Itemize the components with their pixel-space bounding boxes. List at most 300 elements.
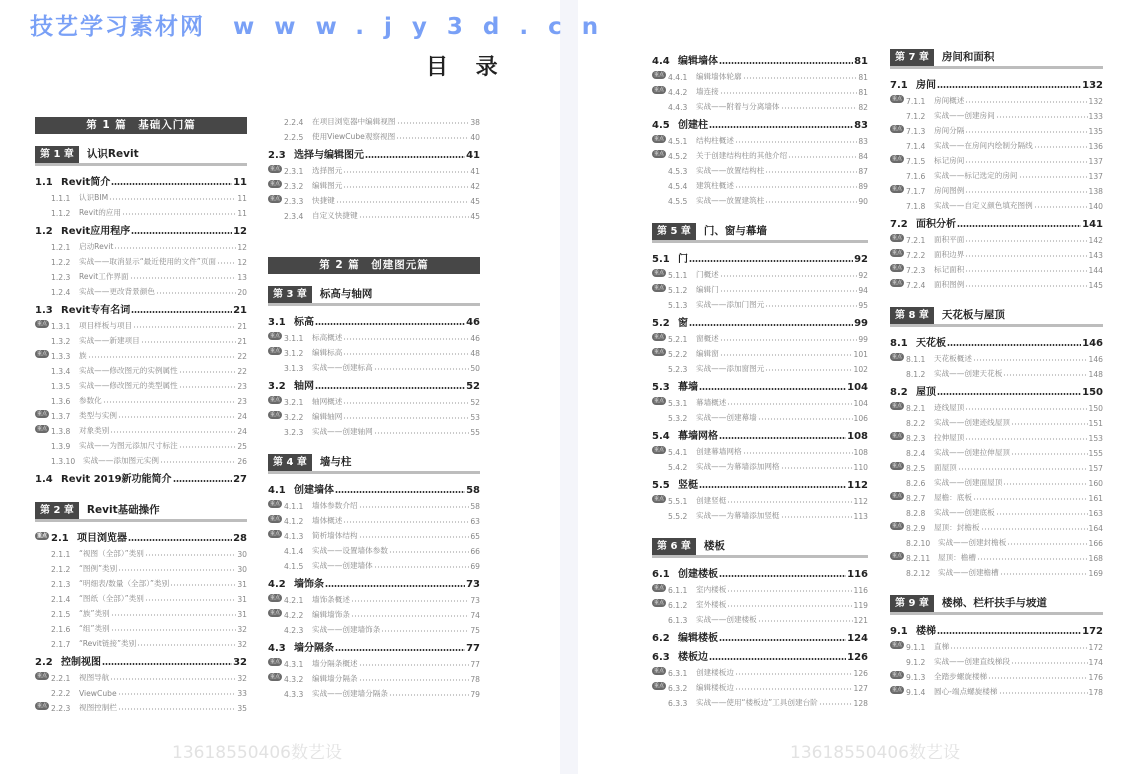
- dot-leader: [988, 677, 1087, 679]
- entry-title: 简析墙体结构: [312, 531, 358, 540]
- entry-number: 3.1: [268, 317, 286, 328]
- dot-leader: [343, 521, 469, 523]
- entry-number: 5.2: [652, 318, 670, 329]
- toc-subsection-entry[interactable]: [652, 131, 868, 146]
- dot-leader: [973, 359, 1088, 361]
- chapter-header[interactable]: [268, 285, 480, 306]
- entry-number: 7.1.6: [906, 172, 926, 181]
- dot-leader: [396, 137, 469, 139]
- entry-title: 墙体参数介绍: [312, 501, 358, 510]
- toc-subsection-entry[interactable]: [268, 407, 480, 422]
- page-number: 113: [853, 512, 868, 521]
- toc-subsection-entry[interactable]: [268, 590, 480, 605]
- dot-leader: [1011, 423, 1088, 425]
- entry-title: 实战——取消显示“最近使用的文件”页面: [79, 257, 216, 266]
- key-point-badge: 重点: [891, 280, 902, 286]
- entry-title: 实战——更改背景颜色: [79, 287, 155, 296]
- dot-leader: [937, 86, 1081, 88]
- toc-subsection-entry[interactable]: [268, 422, 480, 437]
- dot-leader: [999, 692, 1088, 694]
- entry-title: 面积平面: [934, 235, 965, 244]
- toc-subsection-entry[interactable]: [652, 408, 868, 423]
- toc-subsection-entry[interactable]: [652, 442, 868, 457]
- entry-number: 9.1.1: [906, 643, 926, 652]
- toc-section-entry[interactable]: [890, 211, 1103, 230]
- key-point-badge: 重点: [269, 516, 280, 522]
- page-number: 12: [237, 243, 247, 252]
- dot-leader: [765, 201, 857, 203]
- toc-subsection-entry[interactable]: [890, 637, 1103, 652]
- toc-subsection-entry[interactable]: [652, 146, 868, 161]
- toc-section-entry[interactable]: [652, 561, 868, 580]
- toc-subsection-entry[interactable]: [268, 605, 480, 620]
- page-number: 84: [858, 152, 868, 161]
- toc-subsection-entry[interactable]: [890, 136, 1103, 151]
- dot-leader: [996, 513, 1088, 515]
- entry-title: 幕墙概述: [696, 398, 727, 407]
- toc-subsection-entry[interactable]: [35, 252, 247, 267]
- toc-subsection-entry[interactable]: [35, 282, 247, 297]
- toc-subsection-entry[interactable]: [890, 473, 1103, 488]
- toc-subsection-entry[interactable]: [268, 541, 480, 556]
- page-number: 99: [858, 335, 868, 344]
- page-number: 157: [1088, 464, 1103, 473]
- entry-number: 7.1.5: [906, 157, 926, 166]
- chapter-header[interactable]: [35, 501, 247, 522]
- toc-subsection-entry[interactable]: [890, 106, 1103, 121]
- toc-subsection-entry[interactable]: [268, 496, 480, 511]
- toc-subsection-entry[interactable]: [35, 346, 247, 361]
- page-number: 136: [1088, 142, 1103, 151]
- dot-leader: [359, 216, 470, 218]
- entry-number: 2.1.1: [51, 550, 71, 559]
- toc-subsection-entry[interactable]: [890, 533, 1103, 548]
- toc-subsection-entry[interactable]: [35, 203, 247, 218]
- toc-subsection-entry[interactable]: [890, 121, 1103, 136]
- entry-number: 6.3: [652, 652, 670, 663]
- toc-subsection-entry[interactable]: [890, 428, 1103, 443]
- toc-subsection-entry[interactable]: [890, 364, 1103, 379]
- dot-leader: [819, 703, 853, 705]
- dot-leader: [965, 285, 1087, 287]
- toc-subsection-entry[interactable]: [268, 526, 480, 541]
- chapter-title: 楼板: [703, 540, 725, 552]
- entry-title: Revit应用程序: [61, 226, 131, 237]
- toc-subsection-entry[interactable]: [268, 328, 480, 343]
- entry-number: 3.2.2: [284, 413, 304, 422]
- toc-subsection-entry[interactable]: [652, 82, 868, 97]
- toc-subsection-entry[interactable]: [652, 176, 868, 191]
- entry-title: 实战——创建房间: [934, 111, 995, 120]
- toc-subsection-entry[interactable]: [268, 392, 480, 407]
- entry-number: 1.4: [35, 474, 53, 485]
- entry-number: 1.3.5: [51, 382, 71, 391]
- toc-subsection-entry[interactable]: [890, 151, 1103, 166]
- toc-subsection-entry[interactable]: [35, 619, 247, 634]
- dot-leader: [397, 122, 470, 124]
- entry-number: 5.1.2: [668, 286, 688, 295]
- toc-subsection-entry[interactable]: [652, 663, 868, 678]
- toc-section-entry[interactable]: [268, 477, 480, 496]
- chapter-header[interactable]: [890, 594, 1103, 615]
- entry-title: 标高: [294, 317, 314, 328]
- chapter-header[interactable]: [35, 145, 247, 166]
- entry-number: 8.2.3: [906, 434, 926, 443]
- toc-subsection-entry[interactable]: [35, 668, 247, 683]
- toc-section-entry[interactable]: [890, 330, 1103, 349]
- page-number: 104: [853, 399, 868, 408]
- dot-leader: [170, 584, 236, 586]
- chapter-header[interactable]: [652, 222, 868, 243]
- entry-title: 实战——创建封檐板: [938, 538, 1007, 547]
- toc-section-entry[interactable]: [35, 525, 247, 544]
- toc-subsection-entry[interactable]: [652, 457, 868, 472]
- page-number: 155: [1088, 449, 1103, 458]
- entry-number: 8.1.1: [906, 355, 926, 364]
- toc-subsection-entry[interactable]: [652, 393, 868, 408]
- dot-leader: [351, 615, 469, 617]
- entry-title: 圆心-端点螺旋楼梯: [934, 687, 998, 696]
- chapter-header[interactable]: [652, 537, 868, 558]
- dot-leader: [981, 528, 1088, 530]
- toc-subsection-entry[interactable]: [890, 91, 1103, 106]
- page-number: 112: [847, 480, 868, 491]
- entry-title: 自定义快捷键: [312, 211, 358, 220]
- toc-subsection-entry[interactable]: [268, 343, 480, 358]
- entry-title: 实战——放置建筑柱: [696, 196, 765, 205]
- toc-section-entry[interactable]: [652, 644, 868, 663]
- page-number: 145: [1088, 281, 1103, 290]
- toc-subsection-entry[interactable]: [652, 295, 868, 310]
- entry-number: 4.3.3: [284, 690, 304, 699]
- toc-subsection-entry[interactable]: [35, 391, 247, 406]
- toc-subsection-entry[interactable]: [890, 518, 1103, 533]
- entry-number: 8.2.8: [906, 509, 926, 518]
- entry-title: 面积分析: [916, 219, 956, 230]
- page-number: 46: [466, 317, 480, 328]
- dot-leader: [111, 183, 232, 185]
- toc-section-entry[interactable]: [652, 472, 868, 491]
- toc-subsection-entry[interactable]: [35, 361, 247, 376]
- toc-subsection-entry[interactable]: [652, 329, 868, 344]
- chapter-header[interactable]: [890, 48, 1103, 69]
- dot-leader: [217, 262, 236, 264]
- entry-number: 4.5.5: [668, 197, 688, 206]
- toc-section-entry[interactable]: [890, 379, 1103, 398]
- toc-subsection-entry[interactable]: [652, 491, 868, 506]
- toc-subsection-entry[interactable]: [35, 698, 247, 713]
- dot-leader: [965, 438, 1087, 440]
- toc-section-entry[interactable]: [652, 112, 868, 131]
- entry-title: 实战——创建楼板: [696, 615, 757, 624]
- toc-subsection-entry[interactable]: [35, 634, 247, 649]
- entry-number: 8.2.12: [906, 569, 931, 578]
- dot-leader: [343, 417, 469, 419]
- entry-number: 3.2: [268, 381, 286, 392]
- toc-section-entry[interactable]: [35, 218, 247, 237]
- toc-section-entry[interactable]: [652, 310, 868, 329]
- toc-subsection-entry[interactable]: [890, 443, 1103, 458]
- page-number: 169: [1088, 569, 1103, 578]
- toc-subsection-entry[interactable]: [652, 580, 868, 595]
- toc-subsection-entry[interactable]: [268, 620, 480, 635]
- entry-number: 8.2.2: [906, 419, 926, 428]
- toc-subsection-entry[interactable]: [35, 331, 247, 346]
- dot-leader: [781, 107, 858, 109]
- entry-number: 6.1.2: [668, 601, 688, 610]
- toc-section-entry[interactable]: [268, 142, 480, 161]
- dot-leader: [343, 338, 469, 340]
- entry-title: 墙饰条概述: [312, 595, 350, 604]
- toc-subsection-entry[interactable]: [268, 206, 480, 221]
- entry-title: 编辑窗: [696, 349, 719, 358]
- entry-title: 实战——创建墙分隔条: [312, 689, 388, 698]
- toc-subsection-entry[interactable]: [652, 678, 868, 693]
- entry-title: 直梯: [934, 642, 950, 651]
- toc-subsection-entry[interactable]: [652, 344, 868, 359]
- toc-subsection-entry[interactable]: [268, 191, 480, 206]
- entry-title: 编辑墙体: [678, 56, 718, 67]
- toc-section-entry[interactable]: [652, 48, 868, 67]
- chapter-title: 标高与轴网: [319, 288, 373, 300]
- toc-subsection-entry[interactable]: [890, 563, 1103, 578]
- toc-section-entry[interactable]: [35, 649, 247, 668]
- entry-number: 4.1.2: [284, 517, 304, 526]
- toc-subsection-entry[interactable]: [890, 503, 1103, 518]
- entry-title: 编辑门: [696, 285, 719, 294]
- entry-number: 2.2.4: [284, 118, 304, 127]
- page-number: 126: [847, 652, 868, 663]
- toc-subsection-entry[interactable]: [890, 458, 1103, 473]
- toc-subsection-entry[interactable]: [268, 684, 480, 699]
- entry-number: 5.3.2: [668, 414, 688, 423]
- toc-subsection-entry[interactable]: [652, 97, 868, 112]
- entry-number: 5.3.1: [668, 399, 688, 408]
- toc-subsection-entry[interactable]: [268, 556, 480, 571]
- page-number: 31: [237, 580, 247, 589]
- dot-leader: [965, 408, 1087, 410]
- toc-subsection-entry[interactable]: [35, 544, 247, 559]
- entry-title: 启动Revit: [79, 242, 114, 251]
- toc-section-entry[interactable]: [652, 423, 868, 442]
- entry-title: 房间图例: [934, 186, 965, 195]
- entry-title: 轴网: [294, 381, 314, 392]
- toc-column-2: [268, 112, 480, 699]
- key-point-badge: 重点: [269, 196, 280, 202]
- toc-subsection-entry[interactable]: [652, 280, 868, 295]
- toc-column-4: [890, 48, 1103, 697]
- entry-title: Revit工作界面: [79, 272, 129, 281]
- entry-title: 编辑轴网: [312, 412, 343, 421]
- toc-subsection-entry[interactable]: [35, 406, 247, 421]
- entry-title: 视图导航: [79, 673, 110, 682]
- key-point-badge: 重点: [891, 156, 902, 162]
- toc-subsection-entry[interactable]: [652, 67, 868, 82]
- entry-title: 实战——设置墙体参数: [312, 546, 388, 555]
- entry-title: “组”类别: [79, 624, 110, 633]
- entry-title: 实战——创建墙饰条: [312, 625, 381, 634]
- toc-subsection-entry[interactable]: [35, 267, 247, 282]
- toc-subsection-entry[interactable]: [890, 181, 1103, 196]
- entry-title: 窗: [678, 318, 688, 329]
- toc-subsection-entry[interactable]: [35, 683, 247, 698]
- entry-number: 4.1.4: [284, 547, 304, 556]
- toc-section-entry[interactable]: [268, 571, 480, 590]
- dot-leader: [351, 600, 469, 602]
- toc-subsection-entry[interactable]: [890, 398, 1103, 413]
- key-point-badge: 重点: [36, 351, 47, 357]
- toc-section-entry[interactable]: [35, 297, 247, 316]
- entry-number: 4.2.2: [284, 611, 304, 620]
- page-number: 30: [237, 550, 247, 559]
- entry-title: 使用ViewCube观察视图: [312, 132, 396, 141]
- toc-subsection-entry[interactable]: [35, 436, 247, 451]
- page-number: 161: [1088, 494, 1103, 503]
- entry-title: 实战——标记选定的房间: [934, 171, 1018, 180]
- page-number: 140: [1088, 202, 1103, 211]
- page-number: 82: [858, 103, 868, 112]
- entry-number: 2.2.2: [51, 689, 71, 698]
- toc-subsection-entry[interactable]: [652, 359, 868, 374]
- toc-subsection-entry[interactable]: [890, 166, 1103, 181]
- chapter-title: 房间和面积: [941, 51, 995, 63]
- key-point-badge: 重点: [653, 496, 664, 502]
- entry-number: 3.1.2: [284, 349, 304, 358]
- toc-section-entry[interactable]: [890, 618, 1103, 637]
- page-number: 12: [237, 258, 247, 267]
- toc-subsection-entry[interactable]: [890, 260, 1103, 275]
- key-point-badge: 重点: [891, 687, 902, 693]
- page-number: 40: [470, 133, 480, 142]
- entry-title: 建筑柱概述: [696, 181, 734, 190]
- entry-title: 墙连接: [696, 87, 719, 96]
- toc-subsection-entry[interactable]: [890, 245, 1103, 260]
- toc-subsection-entry[interactable]: [652, 161, 868, 176]
- toc-subsection-entry[interactable]: [35, 574, 247, 589]
- dot-leader: [133, 326, 236, 328]
- toc-subsection-entry[interactable]: [652, 595, 868, 610]
- entry-number: 1.2.2: [51, 258, 71, 267]
- toc-subsection-entry[interactable]: [890, 230, 1103, 245]
- entry-number: 7.1.3: [906, 127, 926, 136]
- toc-subsection-entry[interactable]: [890, 682, 1103, 697]
- entry-title: 面积图例: [934, 280, 965, 289]
- toc-section-entry[interactable]: [652, 374, 868, 393]
- page-number: 119: [853, 601, 868, 610]
- toc-subsection-entry[interactable]: [268, 112, 480, 127]
- entry-number: 4.2.1: [284, 596, 304, 605]
- toc-subsection-entry[interactable]: [890, 413, 1103, 428]
- toc-section-entry[interactable]: [35, 466, 247, 485]
- toc-subsection-entry[interactable]: [268, 127, 480, 142]
- toc-section-entry[interactable]: [268, 635, 480, 654]
- page-number: 101: [853, 350, 868, 359]
- toc-subsection-entry[interactable]: [268, 161, 480, 176]
- entry-title: “视图（全部）”类别: [79, 549, 144, 558]
- toc-subsection-entry[interactable]: [268, 511, 480, 526]
- entry-title: 编辑楼板边: [696, 683, 734, 692]
- chapter-header[interactable]: [890, 306, 1103, 327]
- toc-subsection-entry[interactable]: [35, 188, 247, 203]
- page-number: 95: [858, 301, 868, 310]
- page-number: 77: [466, 643, 480, 654]
- entry-number: 2.2: [35, 657, 53, 668]
- entry-number: 2.3.1: [284, 167, 304, 176]
- dot-leader: [719, 575, 846, 577]
- toc-subsection-entry[interactable]: [652, 191, 868, 206]
- toc-section-entry[interactable]: [35, 169, 247, 188]
- toc-section-entry[interactable]: [652, 625, 868, 644]
- toc-subsection-entry[interactable]: [35, 421, 247, 436]
- entry-number: 4.5: [652, 120, 670, 131]
- toc-subsection-entry[interactable]: [890, 349, 1103, 364]
- entry-title: 实战——创建标高: [312, 363, 373, 372]
- toc-subsection-entry[interactable]: [890, 196, 1103, 211]
- entry-title: 楼板边: [678, 652, 708, 663]
- dot-leader: [937, 632, 1081, 634]
- toc-subsection-entry[interactable]: [35, 316, 247, 331]
- toc-subsection-entry[interactable]: [652, 265, 868, 280]
- toc-subsection-entry[interactable]: [652, 693, 868, 708]
- toc-subsection-entry[interactable]: [890, 548, 1103, 563]
- entry-number: 7.2.4: [906, 281, 926, 290]
- toc-section-entry[interactable]: [268, 309, 480, 328]
- toc-subsection-entry[interactable]: [268, 176, 480, 191]
- toc-subsection-entry[interactable]: [35, 604, 247, 619]
- toc-section-entry[interactable]: [268, 373, 480, 392]
- toc-subsection-entry[interactable]: [890, 667, 1103, 682]
- chapter-header[interactable]: [268, 453, 480, 474]
- dot-leader: [179, 371, 237, 373]
- dot-leader: [111, 614, 237, 616]
- entry-title: 实战——在房间内绘制分隔线: [934, 141, 1033, 150]
- page-number: 58: [470, 502, 480, 511]
- dot-leader: [343, 171, 469, 173]
- entry-title: 房间分隔: [934, 126, 965, 135]
- toc-subsection-entry[interactable]: [890, 488, 1103, 503]
- entry-title: 在项目浏览器中编辑视图: [312, 117, 396, 126]
- toc-subsection-entry[interactable]: [35, 451, 247, 466]
- page-number: 83: [858, 137, 868, 146]
- dot-leader: [957, 225, 1081, 227]
- toc-subsection-entry[interactable]: [35, 237, 247, 252]
- page-number: 106: [853, 414, 868, 423]
- toc-subsection-entry[interactable]: [268, 358, 480, 373]
- entry-title: 创建竖梃: [696, 496, 727, 505]
- key-point-badge: 重点: [653, 683, 664, 689]
- toc-subsection-entry[interactable]: [652, 506, 868, 521]
- key-point-badge: 重点: [891, 672, 902, 678]
- page-number: 92: [854, 254, 868, 265]
- toc-subsection-entry[interactable]: [890, 652, 1103, 667]
- toc-subsection-entry[interactable]: [652, 610, 868, 625]
- toc-subsection-entry[interactable]: [890, 275, 1103, 290]
- entry-number: 7.1.4: [906, 142, 926, 151]
- chapter-number-label: 第 9 章: [890, 595, 934, 612]
- toc-subsection-entry[interactable]: [35, 376, 247, 391]
- dot-leader: [343, 353, 469, 355]
- toc-subsection-entry[interactable]: [35, 589, 247, 604]
- toc-section-entry[interactable]: [652, 246, 868, 265]
- toc-subsection-entry[interactable]: [268, 654, 480, 669]
- toc-section-entry[interactable]: [890, 72, 1103, 91]
- toc-subsection-entry[interactable]: [268, 669, 480, 684]
- entry-title: 实战——为幕墙添加竖梃: [696, 511, 780, 520]
- entry-title: 墙分隔条概述: [312, 659, 358, 668]
- dot-leader: [359, 536, 470, 538]
- entry-title: 编辑墙体轮廓: [696, 72, 742, 81]
- toc-subsection-entry[interactable]: [35, 559, 247, 574]
